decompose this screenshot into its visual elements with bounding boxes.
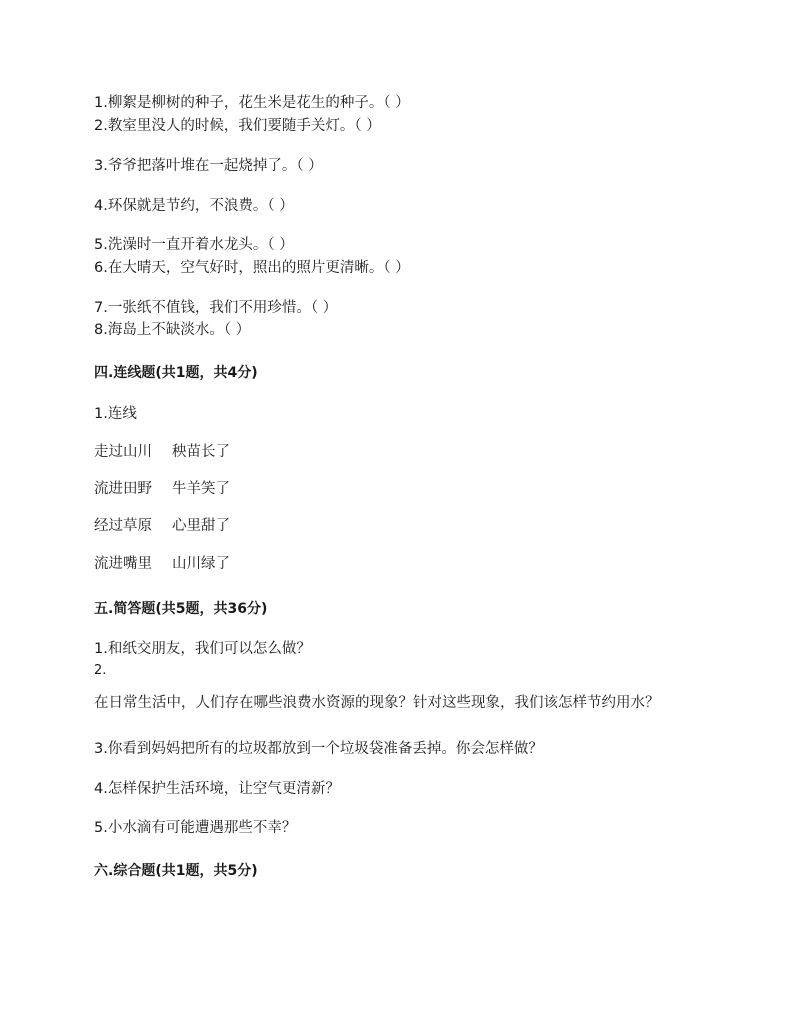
statement-3: 3.爷爷把落叶堆在一起烧掉了。（ ） xyxy=(94,158,323,174)
section-6-heading: 六.综合题(共1题，共5分) xyxy=(94,863,258,879)
match-right-4: 山川绿了 xyxy=(172,556,230,572)
statement-2: 2.教室里没人的时候，我们要随手关灯。（ ） xyxy=(94,118,381,134)
matching-question: 1.连线 xyxy=(94,406,137,422)
section-4-heading: 四.连线题(共1题，共4分) xyxy=(94,365,258,381)
match-left-2: 流进田野 xyxy=(94,481,152,497)
match-right-2: 牛羊笑了 xyxy=(172,481,230,497)
statement-1: 1.柳絮是柳树的种子，花生米是花生的种子。（ ） xyxy=(94,95,410,111)
short-answer-1: 1.和纸交朋友，我们可以怎么做？ xyxy=(94,641,311,657)
statement-5: 5.洗澡时一直开着水龙头。（ ） xyxy=(94,237,294,253)
short-answer-4: 4.怎样保护生活环境，让空气更清新？ xyxy=(94,781,340,797)
short-answer-2: 在日常生活中，人们存在哪些浪费水资源的现象？针对这些现象，我们该怎样节约用水？ xyxy=(94,695,660,711)
match-right-3: 心里甜了 xyxy=(172,518,230,534)
statement-8: 8.海岛上不缺淡水。（ ） xyxy=(94,322,251,338)
statement-7: 7.一张纸不值钱，我们不用珍惜。（ ） xyxy=(94,300,338,316)
statement-4: 4.环保就是节约，不浪费。（ ） xyxy=(94,198,294,214)
short-answer-5: 5.小水滴有可能遭遇那些不幸？ xyxy=(94,820,297,836)
match-left-3: 经过草原 xyxy=(94,518,152,534)
match-right-1: 秧苗长了 xyxy=(172,444,230,460)
statement-6: 6.在大晴天，空气好时，照出的照片更清晰。（ ） xyxy=(94,260,410,276)
match-left-4: 流进嘴里 xyxy=(94,556,152,572)
short-answer-3: 3.你看到妈妈把所有的垃圾都放到一个垃圾袋准备丢掉。你会怎样做？ xyxy=(94,741,543,757)
short-answer-2-number: 2. xyxy=(94,663,107,678)
match-left-1: 走过山川 xyxy=(94,444,152,460)
section-5-heading: 五.简答题(共5题，共36分) xyxy=(94,601,268,617)
